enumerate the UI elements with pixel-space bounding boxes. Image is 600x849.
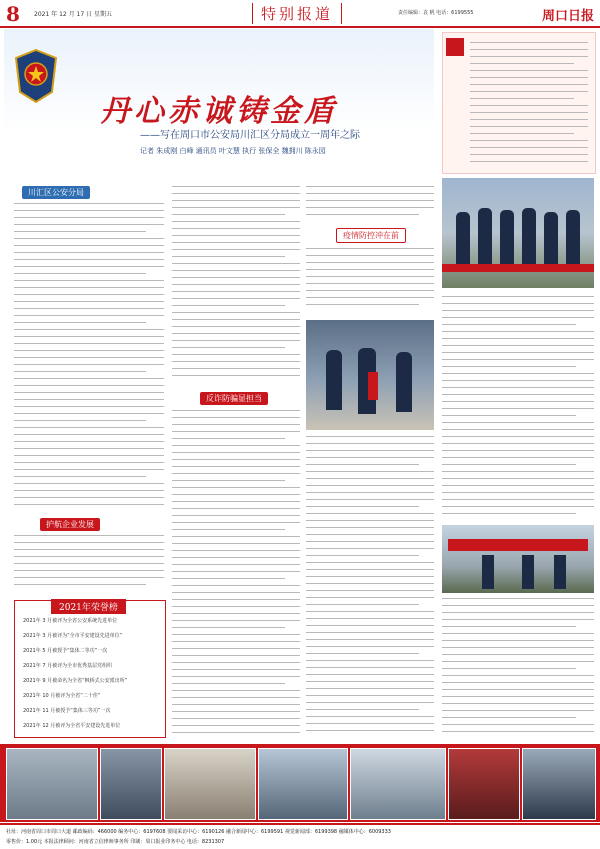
- issue-date: 2021 年 12 月 17 日 星期五: [34, 11, 112, 18]
- photo-police-lineup: [442, 178, 594, 288]
- photo-strip-5: [350, 748, 446, 820]
- photo-checkpoint: [442, 525, 594, 593]
- photo-strip-6: [448, 748, 520, 820]
- photo-fire-drill: [306, 320, 434, 430]
- honour-item: 2021年 12 月被评为全省平安建设先进单位: [23, 723, 121, 729]
- photo-strip-7: [522, 748, 596, 820]
- page-header: [0, 0, 600, 28]
- column-3-text-c: [306, 436, 434, 741]
- column-1-text: [14, 203, 164, 513]
- honours-title: 2021年荣誉榜: [51, 599, 126, 614]
- section-title: 特别报道: [252, 3, 342, 24]
- honour-item: 2021年 5 月被授予“集体二等功”一次: [23, 648, 108, 654]
- intro-text: [470, 42, 588, 167]
- column-2-text-b: [172, 410, 300, 740]
- photo-strip-4: [258, 748, 348, 820]
- photo-strip-2: [100, 748, 162, 820]
- column-3-text: [306, 186, 434, 224]
- photo-strip-1: [6, 748, 98, 820]
- honour-item: 2021年 9 月被命名为全省“枫桥式公安派出所”: [23, 678, 128, 684]
- page-footer: [0, 823, 600, 849]
- photo-strip-3: [164, 748, 256, 820]
- column-2-text: [172, 186, 300, 386]
- footer-address: 社址：河南省周口市周口大道 邮政编码：466000 编务中心：6197608 要闻采访中心：6190126 融合新闻中心：6199591 视觉新闻部：6199398 融媒体中心：6009333: [6, 829, 391, 835]
- section-heading-4: 疫情防控冲在前: [336, 228, 406, 243]
- intro-badge: [446, 38, 464, 56]
- article-subtitle: ——写在周口市公安局川汇区分局成立一周年之际: [140, 130, 360, 141]
- honour-item: 2021年 7 月被评为全市优秀基层党组织: [23, 663, 113, 669]
- column-3-text-b: [306, 248, 434, 316]
- page-number: 8: [6, 2, 20, 26]
- section-heading-2: 护航企业发展: [40, 518, 100, 531]
- honour-item: 2021年 11 月被授予“集体三等功”一次: [23, 708, 111, 714]
- honour-item: 2021年 10 月被评为全省“二十佳”: [23, 693, 101, 699]
- section-heading-3: 反诈防骗显担当: [200, 392, 268, 405]
- honour-item: 2021年 3 月被评为“全市平安建设先进单位”: [23, 633, 123, 639]
- honour-item: 2021年 3 月被评为全省公安系统先进单位: [23, 618, 118, 624]
- column-4-text: [442, 296, 594, 521]
- article-byline: 记者 朱成刚 白峰 通讯员 叶文慧 执行 张保全 魏拥川 陈永园: [140, 147, 326, 155]
- police-emblem-icon: [12, 48, 60, 104]
- section-heading-1: 川汇区公安分局: [22, 186, 90, 199]
- column-1-text-b: [14, 535, 164, 595]
- honours-box: [14, 600, 166, 738]
- newspaper-brand: 周口日报: [542, 9, 595, 24]
- footer-printing: 零售价：1.00元 本报法律顾问：河南省立信律师事务所 印刷：周口报业印务中心 电话：8231307: [6, 839, 225, 845]
- column-4-text-b: [442, 598, 594, 740]
- editor-credits: 责任编辑：袁 帆 电话：6199555: [398, 10, 474, 16]
- article-title: 丹心赤诚铸金盾: [100, 94, 338, 129]
